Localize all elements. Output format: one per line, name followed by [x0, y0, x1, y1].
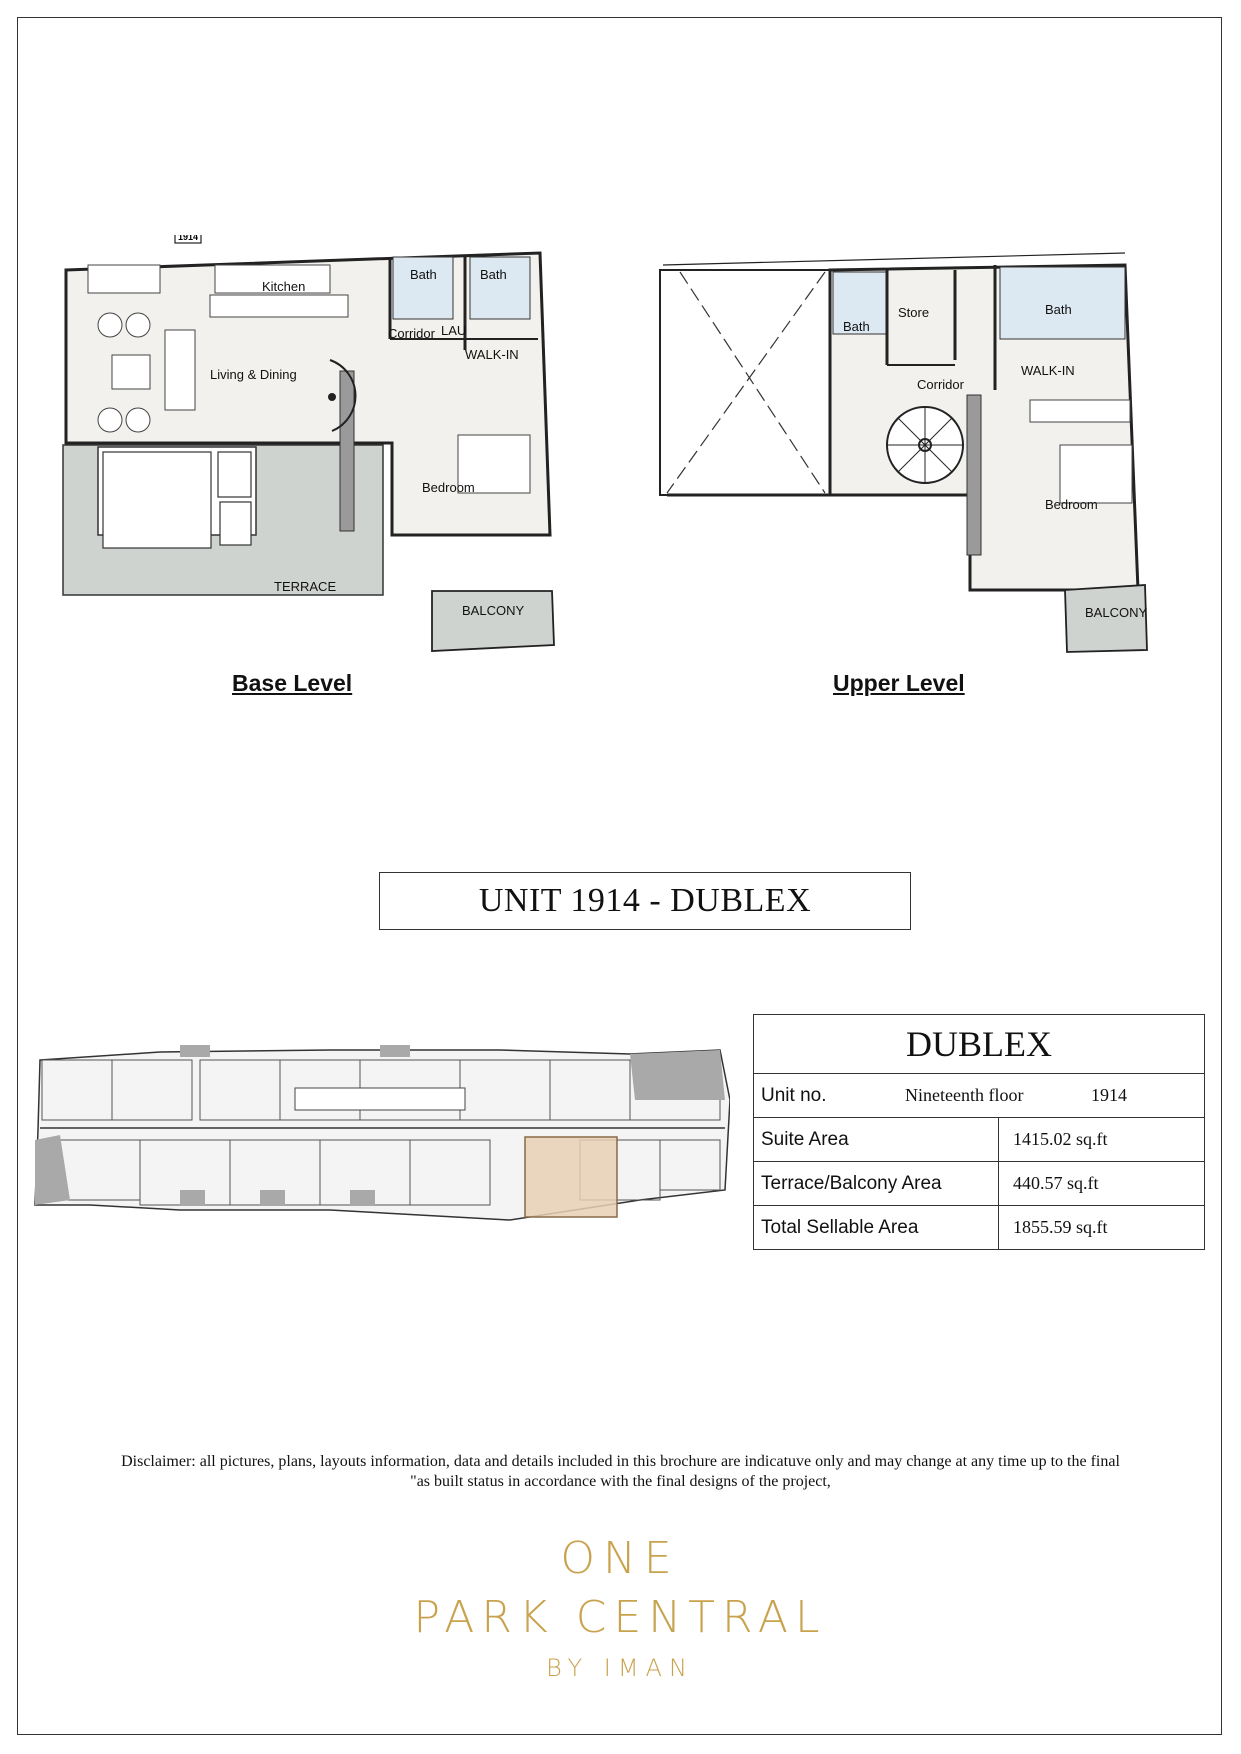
- room-label-bath-2: Bath: [480, 267, 507, 282]
- room-label-balcony: BALCONY: [1085, 605, 1148, 620]
- room-label-bedroom: Bedroom: [1045, 497, 1098, 512]
- spec-row-value: 1855.59 sq.ft: [999, 1206, 1205, 1250]
- logo-line-3: BY IMAN: [546, 1654, 694, 1682]
- room-label-store: Store: [898, 305, 930, 320]
- spec-row-value: 1415.02 sq.ft: [999, 1118, 1205, 1162]
- room-label-corridor: Corridor: [388, 326, 435, 341]
- unit-no-row: [754, 1074, 1205, 1118]
- disclaimer-line-1: Disclaimer: all pictures, plans, layouts information, data and details included in this brochure are indicatuve only and may change at any time up to the final: [121, 1453, 1120, 1470]
- spec-row-label: Total Sellable Area: [754, 1206, 999, 1250]
- unit-tag: 1914: [177, 235, 199, 242]
- spec-row-value: 440.57 sq.ft: [999, 1162, 1205, 1206]
- room-label-walkin: WALK-IN: [1021, 363, 1075, 378]
- room-label-balcony: BALCONY: [462, 603, 525, 618]
- room-label-living-dining: Living & Dining: [210, 367, 297, 382]
- brand-logo: [320, 1530, 920, 1688]
- base-level-caption: Base Level: [232, 670, 353, 696]
- spec-row: [754, 1206, 1205, 1250]
- spec-row-label: Suite Area: [754, 1118, 999, 1162]
- room-label-corridor: Corridor: [917, 377, 964, 392]
- unit-no-label: Unit no.: [761, 1084, 827, 1106]
- spec-row: [754, 1118, 1205, 1162]
- room-label-bath-1: Bath: [843, 319, 870, 334]
- spec-row-label: Terrace/Balcony Area: [754, 1162, 999, 1206]
- room-label-bath-2: Bath: [1045, 302, 1072, 317]
- room-label-terrace: TERRACE: [274, 579, 337, 594]
- unit-title: UNIT 1914 - DUBLEX: [379, 872, 911, 930]
- disclaimer: [60, 1452, 1181, 1492]
- base-level-plan: [60, 235, 560, 660]
- floor-value: Nineteenth floor: [905, 1084, 1024, 1105]
- room-label-bedroom: Bedroom: [422, 480, 475, 495]
- logo-line-1: ONE: [560, 1533, 680, 1584]
- spec-header: DUBLEX: [754, 1015, 1205, 1074]
- upper-level-plan: [655, 245, 1160, 660]
- disclaimer-line-2: "as built status in accordance with the final designs of the project,: [410, 1473, 831, 1490]
- room-label-walkin: WALK-IN: [465, 347, 519, 362]
- room-label-lau: LAU: [441, 323, 467, 338]
- spec-table: [753, 1014, 1205, 1250]
- unit-no-value: 1914: [1091, 1084, 1127, 1105]
- logo-line-2: PARK CENTRAL: [413, 1592, 827, 1643]
- room-label-bath-1: Bath: [410, 267, 437, 282]
- upper-level-caption: Upper Level: [833, 670, 965, 696]
- spec-row: [754, 1162, 1205, 1206]
- key-plan: [30, 1040, 730, 1230]
- room-label-kitchen: Kitchen: [262, 279, 306, 294]
